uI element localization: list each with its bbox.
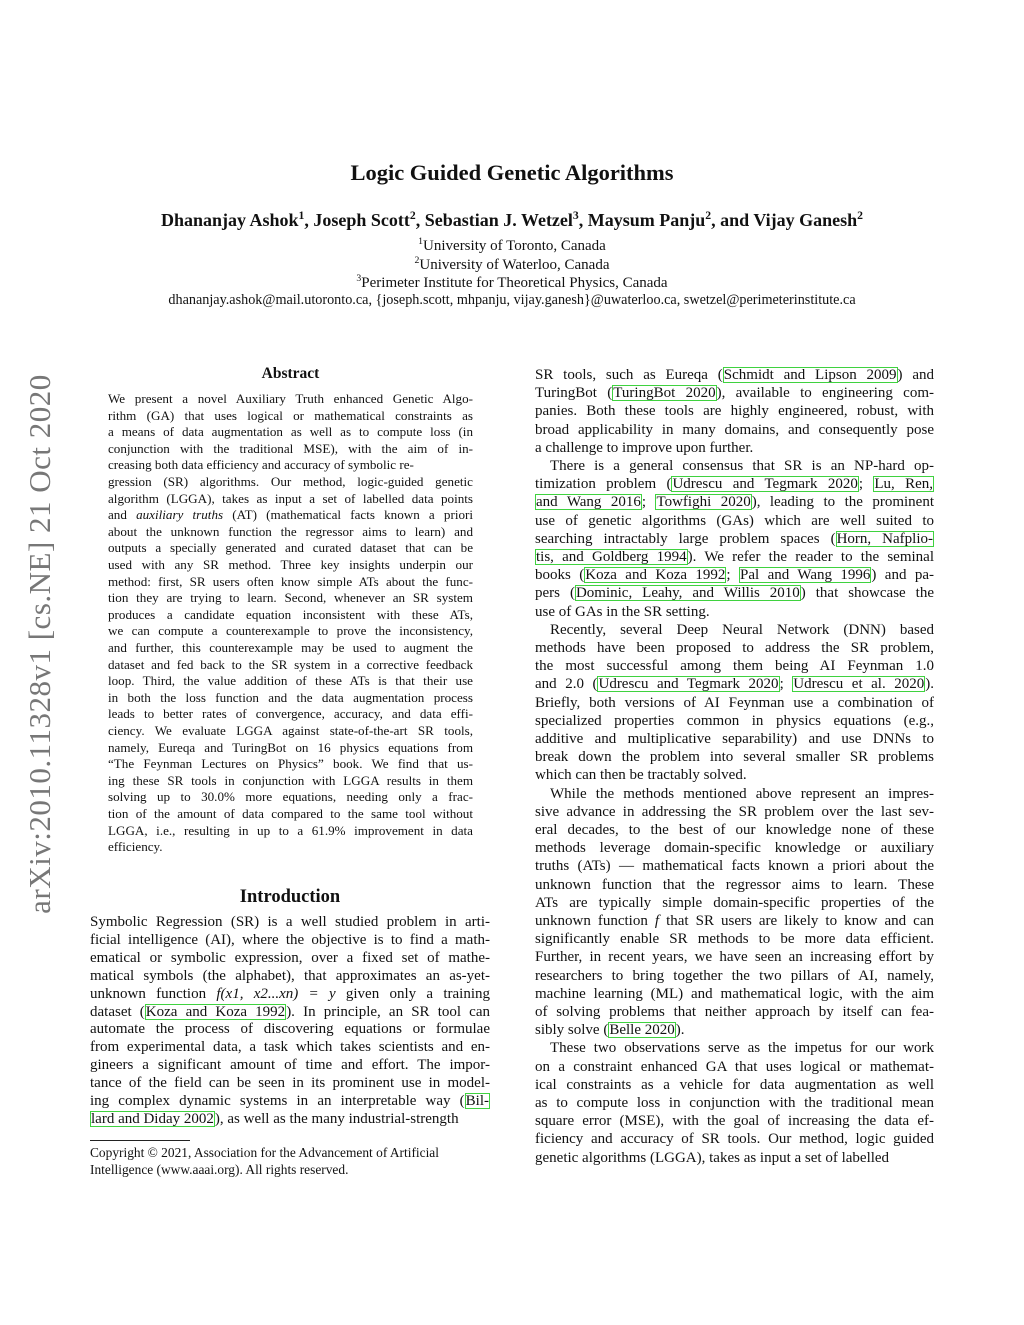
text-line: and auxiliary truths (AT) (mathematical facts known a priori <box>108 507 473 523</box>
text-line: Copyright © 2021, Association for the Advancement of Artificial <box>90 1145 439 1160</box>
affiliation <box>0 238 1024 255</box>
affiliation-number: 2 <box>414 255 420 266</box>
text-line: ficiency and accuracy of SR tools. Our method, logic guided <box>535 1131 934 1148</box>
text-line: tance of the field can be seen in its prominent use in model- <box>90 1075 490 1092</box>
text-line: leads to better rates of convergence, accuracy, and data effi- <box>108 706 473 722</box>
text-line: ATs are typically simple domain-specific properties of the <box>535 894 934 911</box>
italic-term: f(x1, x2...xn) = y <box>216 985 336 1002</box>
text-line: a challenge to improve upon further. <box>535 439 754 456</box>
text-line: produces a candidate equation inconsistent with these ATs, <box>108 606 473 622</box>
text-line: outputs a specially generated and curated dataset that can be <box>108 540 473 556</box>
text-line: from experimental data, a task which takes scientists and en- <box>90 1039 490 1056</box>
text-line: ical constraints as a vehicle for data augmentation as well <box>535 1076 934 1093</box>
affiliation <box>0 275 1024 292</box>
text-line: and further, this counterexample may be used to augment the <box>108 640 473 655</box>
text-line: specialized properties common in physics equations (e.g., <box>535 712 934 729</box>
italic-term: auxiliary truths <box>136 507 224 523</box>
text-line: solving up to 30.0% more equations, needing only a frac- <box>108 789 473 805</box>
text-line: namely, Eureqa and TuringBot on 16 physics equations from <box>108 739 473 755</box>
text-line: ciency. We evaluate LGGA against state-of-the-art SR tools, <box>108 723 473 738</box>
author-name: Maysum Panju <box>587 210 706 230</box>
author-name: Vijay Ganesh <box>753 210 858 230</box>
text-line: There is a general consensus that SR is an NP-hard op- <box>550 458 934 474</box>
author-affiliation-mark: 2 <box>857 209 864 222</box>
text-line: break down the problem into several smaller SR problems <box>535 749 934 766</box>
text-line: a means of data augmentation as well as to compute loss (in <box>108 424 473 440</box>
text-line: use of GAs in the SR setting. <box>535 603 710 620</box>
text-line: dataset (Koza and Koza 1992). In principle, an SR tool can <box>90 1003 490 1020</box>
text-line: we can compute a counterexample to prove the inconsistency, <box>108 623 473 639</box>
text-line: Briefly, both versions of AI Feynman use a combination of <box>535 694 934 711</box>
text-line: tis, and Goldberg 1994). We refer the reader to the seminal <box>536 549 934 565</box>
introduction-heading: Introduction <box>239 887 341 907</box>
citation-link[interactable]: Pal and Wang 1996 <box>740 567 871 584</box>
text-line: broad applicability in many domains, and consequently pose <box>535 421 934 438</box>
text-line: algorithm (LGGA), takes as input a set of labelled data points <box>108 490 473 506</box>
text-line: ing complex dynamic systems in an interpretable way (Bil- <box>90 1093 489 1109</box>
text-line: We present a novel Auxiliary Truth enhanced Genetic Algo- <box>108 391 473 406</box>
text-line: the most successful among them being AI Feynman 1.0 <box>535 658 934 675</box>
affiliation <box>0 257 1024 274</box>
text-line: loop. Third, the value addition of these ATs is that their use <box>108 673 473 689</box>
text-line: These two observations serve as the impetus for our work <box>550 1040 934 1057</box>
citation-link[interactable]: Bil- <box>465 1093 489 1109</box>
citation-link[interactable]: Schmidt and Lipson 2009 <box>723 367 897 383</box>
citation-link[interactable]: Horn, Nafplio- <box>836 530 933 547</box>
text-line: Symbolic Regression (SR) is a well studied problem in arti- <box>90 914 490 930</box>
text-line: sibly solve (Belle 2020). <box>535 1022 685 1039</box>
citation-link[interactable]: Koza and Koza 1992 <box>585 567 726 584</box>
text-line: additive and multiplicative separability) and use DNNs to <box>535 731 934 747</box>
author-affiliation-mark: 3 <box>572 209 579 222</box>
text-line: square error (MSE), with the goal of increasing the data ef- <box>535 1113 934 1130</box>
text-line: tion of the amount of data compared to the same tool without <box>108 806 473 821</box>
text-line: tion they are trying to learn. Second, whenever an SR system <box>108 590 473 606</box>
text-line: and Wang 2016; Towfighi 2020), leading to the prominent <box>536 494 934 511</box>
affiliation-name: University of Toronto, Canada <box>423 238 606 254</box>
text-line: unknown function that the regressor aims to learn. These <box>535 876 934 893</box>
author-name: Joseph Scott <box>313 210 410 230</box>
affiliation-number: 1 <box>418 236 424 247</box>
citation-link[interactable]: Dominic, Leahy, and Willis 2010 <box>575 585 800 602</box>
text-line: used with any SR method. Three key insights underpin our <box>108 557 473 572</box>
text-line: of solving problems that neither approach by itself can fea- <box>535 1004 934 1020</box>
author-name: Sebastian J. Wetzel <box>424 210 573 230</box>
text-line: method: first, SR users often know simple ATs about the func- <box>108 573 473 589</box>
citation-link[interactable]: Koza and Koza 1992 <box>145 1003 286 1020</box>
affiliation-name: University of Waterloo, Canada <box>419 257 610 273</box>
text-line: conjunction with the traditional MSE), with the aim of in- <box>108 440 473 456</box>
text-line: eral decades, to the best of our knowledge none of these <box>535 822 934 838</box>
text-line: genetic algorithms (LGGA), takes as input a set of labelled <box>535 1149 890 1166</box>
affiliation-number: 3 <box>356 273 362 284</box>
text-line: SR tools, such as Eureqa (Schmidt and Lipson 2009) and <box>535 367 935 383</box>
arxiv-identifier: arXiv:2010.11328v1 [cs.NE] 21 Oct 2020 <box>22 374 57 914</box>
affiliation-name: Perimeter Institute for Theoretical Physics, Canada <box>361 275 668 291</box>
text-line: researchers to bring together the two pillars of AI, namely, <box>535 967 934 984</box>
text-line: ficial intelligence (AI), where the objective is to find a math- <box>90 931 490 948</box>
text-line: LGGA, i.e., resulting in up to a 61.9% improvement in data <box>108 822 473 838</box>
author-affiliation-mark: 2 <box>705 209 712 222</box>
text-line: “The Feynman Lectures on Physics” book. We find that us- <box>108 756 473 772</box>
citation-link[interactable]: TuringBot 2020 <box>613 385 716 402</box>
footnote-rule <box>90 1140 190 1141</box>
citation-link[interactable]: Towfighi 2020 <box>656 494 751 511</box>
abstract-heading: Abstract <box>261 365 320 382</box>
author-list: Dhananjay Ashok$^1$, Joseph Scott$^2$, Sebastian J. Wetzel$^3$, Maysum Panju$^2$, and Vijay Ganesh$^2$ <box>160 209 864 230</box>
text-line: lard and Diday 2002), as well as the many industrial-strength <box>91 1110 459 1127</box>
citation-link[interactable]: and Wang 2016 <box>536 494 641 511</box>
citation-link[interactable]: Udrescu and Tegmark 2020 <box>598 676 779 693</box>
text-line: methods have been proposed to address the SR problem, <box>535 640 934 656</box>
text-line: methods leverage domain-specific knowledge or auxiliary <box>535 840 934 857</box>
text-line: automate the process of discovering equations or formulae <box>90 1021 490 1038</box>
citation-link[interactable]: Udrescu and Tegmark 2020 <box>672 476 858 493</box>
text-line: on a constraint enhanced GA that uses logical or mathemat- <box>535 1058 934 1075</box>
text-line: dataset and fed back to the SR system in a corrective feedback <box>108 656 473 672</box>
citation-link[interactable]: Udrescu et al. 2020 <box>793 676 925 693</box>
author-emails: dhananjay.ashok@mail.utoronto.ca, {joseph.scott, mhpanju, vijay.ganesh}@uwaterloo.ca, swetzel@perimeterinstitute.ca <box>168 292 856 308</box>
text-line: pers (Dominic, Leahy, and Willis 2010) that showcase the <box>535 585 934 602</box>
italic-term: f <box>654 913 660 929</box>
text-line: Further, in recent years, we have seen an increasing effort by <box>535 949 934 966</box>
text-line: unknown function f(x1, x2...xn) = y given only a training <box>90 985 490 1002</box>
author-affiliation-mark: 2 <box>409 209 416 222</box>
text-line: significantly enable SR methods to be more data efficient. <box>535 931 934 948</box>
text-line: which can then be tractably solved. <box>535 767 747 784</box>
text-line: machine learning (ML) and mathematical logic, with the aim <box>535 985 934 1002</box>
text-line: unknown function f that SR users are likely to know and can <box>535 913 934 929</box>
text-line: Intelligence (www.aaai.org). All rights reserved. <box>90 1162 349 1177</box>
text-line: in both the loss function and the data augmentation process <box>108 689 473 705</box>
citation-link[interactable]: lard and Diday 2002 <box>91 1110 214 1127</box>
text-line: creasing both data efficiency and accuracy of symbolic re- <box>108 457 414 473</box>
text-line: While the methods mentioned above represent an impres- <box>550 785 934 802</box>
text-line: truths (ATs) — mathematical facts known a priori about the <box>535 858 934 875</box>
text-line: Recently, several Deep Neural Network (DNN) based <box>550 621 934 638</box>
text-line: and 2.0 (Udrescu and Tegmark 2020; Udrescu et al. 2020). <box>535 676 935 693</box>
text-line: gression (SR) algorithms. Our method, logic-guided genetic <box>108 474 473 489</box>
author-affiliation-mark: 1 <box>298 209 305 222</box>
text-line: TuringBot (TuringBot 2020), available to engineering com- <box>535 385 934 402</box>
text-line: ematical or symbolic expression, over a fixed set of mathe- <box>90 949 490 966</box>
text-line: gineers a significant amount of time and effort. The impor- <box>90 1057 490 1074</box>
text-line: about the unknown function the regressor aims to learn) and <box>108 523 473 539</box>
text-line: as to compute loss in conjunction with the traditional mean <box>535 1095 934 1111</box>
text-line: sive advance in addressing the SR problem over the last sev- <box>535 803 934 820</box>
paper-title: Logic Guided Genetic Algorithms <box>350 160 674 185</box>
text-line: books (Koza and Koza 1992; Pal and Wang 1996) and pa- <box>535 567 935 584</box>
author-name: Dhananjay Ashok <box>160 210 299 230</box>
text-line: ing these SR tools in conjunction with LGGA results in them <box>108 772 473 788</box>
text-line: matical symbols (the alphabet), that approximates an as-yet- <box>90 967 490 984</box>
citation-link[interactable]: Belle 2020 <box>609 1022 675 1039</box>
text-line: efficiency. <box>108 839 163 855</box>
citation-link[interactable]: tis, and Goldberg 1994 <box>536 549 687 565</box>
text-line: rithm (GA) that uses logical or mathematical constraints as <box>108 407 473 423</box>
citation-link[interactable]: Lu, Ren, <box>874 476 934 493</box>
text-line: use of genetic algorithms (GAs) which are well suited to <box>535 512 934 529</box>
text-line: panies. Both these tools are highly engineered, robust, with <box>535 403 934 420</box>
text-line: timization problem (Udrescu and Tegmark 2020; Lu, Ren, <box>535 476 934 493</box>
text-line: searching intractably large problem spaces (Horn, Nafplio- <box>535 530 933 547</box>
